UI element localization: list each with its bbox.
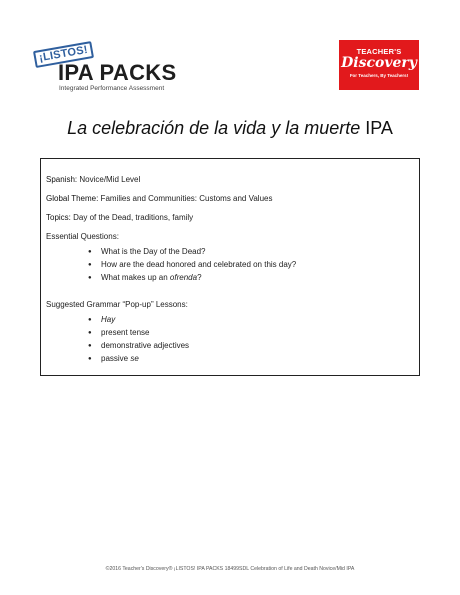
page-footer: ©2016 Teacher's Discovery® ¡LISTOS! IPA PACKS 18499SDL Celebration of Life and Death Novice/Mid IPA [105,566,355,572]
essential-questions-list [88,247,419,283]
document-title-italic: La celebración de la vida y la muerte [67,118,361,138]
grammar-lessons-list [88,315,419,364]
publisher-main: Discovery [341,55,417,71]
topics-value: Day of the Dead, traditions, family [70,213,194,222]
question-item: ● What makes up an ofrenda? [88,273,419,283]
essential-questions-label: Essential Questions: [46,232,119,241]
spanish-label: Spanish: [46,175,78,184]
ipa-packs-title: IPA PACKS [58,60,177,85]
ipa-info-box [40,158,420,376]
publisher-tagline: For Teachers, By Teachers! [349,73,409,78]
topics-label: Topics: [46,213,71,222]
grammar-lessons-label: Suggested Grammar “Pop-up” Lessons: [46,300,188,309]
document-title-suffix: IPA [360,118,393,138]
global-theme-value: Families and Communities: Customs and Values [98,194,273,203]
grammar-item: ● Hay [88,315,419,325]
spanish-value: Novice/Mid Level [77,175,141,184]
question-item: ● What is the Day of the Dead? [88,247,419,257]
topics-row [46,213,419,222]
grammar-item: ● demonstrative adjectives [88,341,419,351]
question-item: ● How are the dead honored and celebrated on this day? [88,260,419,270]
ipa-packs-subtitle: Integrated Performance Assessment [59,85,165,92]
global-theme-label: Global Theme: [46,194,99,203]
grammar-item: ● passive se [88,354,419,364]
publisher-top: TEACHER'S [356,47,402,56]
listos-badge: ¡LISTOS! [33,41,94,68]
grammar-item: ● present tense [88,328,419,338]
teachers-discovery-logo [339,40,419,90]
listos-ipa-packs-logo [34,43,194,98]
spanish-level-row [46,175,419,184]
global-theme-row [46,194,419,203]
document-title [0,118,460,139]
